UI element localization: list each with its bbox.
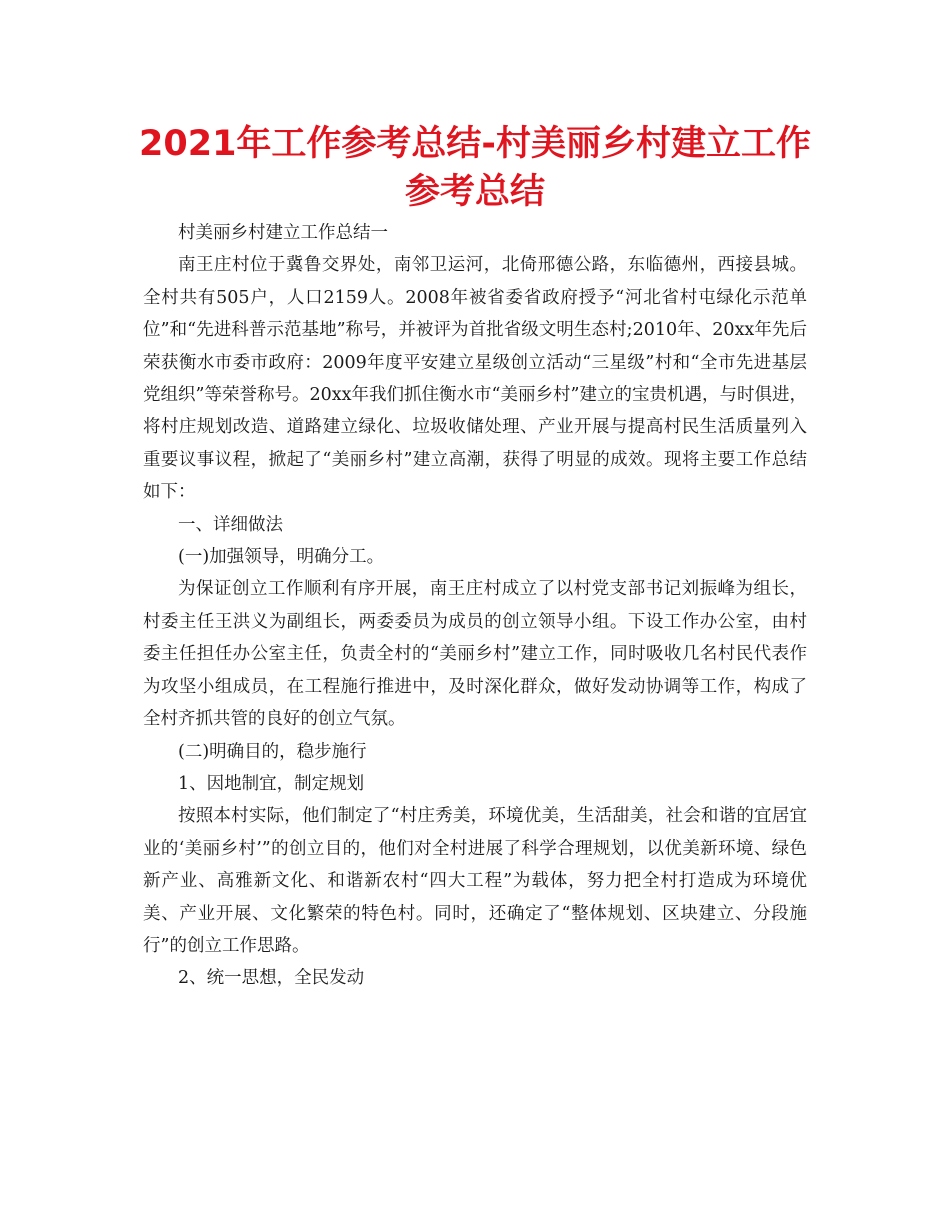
item-heading: 2、统一思想，全民发动 bbox=[178, 968, 365, 989]
subsection-heading: (一)加强领导，明确分工。 bbox=[178, 547, 385, 568]
item-heading: 1、因地制宜，制定规划 bbox=[178, 773, 365, 794]
paragraph: 南王庄村位于冀鲁交界处，南邻卫运河，北倚邢德公路，东临德州，西接县城。全村共有505户，人口2159人。2008年被省委省政府授予“河北省村屯绿化示范单位”和“先进科普示范基地”称号，并被评为首批省级文明生态村;2010年、20xx年先后荣获衡水市委市政府：2009年度平安建立星级创立活动“三星级”村和“全市先进基层党组织”等荣誉称号。20xx年我们抓住衡水市“美丽乡村”建立的宝贵机遇，与时俱进，将村庄规划改造、道路建立绿化、垃圾收储处理、产业开展与提高村民生活质量列入重要议事议程，掀起了“美丽乡村”建立高潮，获得了明显的成效。现将主要工作总结如下： bbox=[143, 255, 807, 503]
subsection-heading: (二)明确目的，稳步施行 bbox=[178, 741, 367, 762]
section-heading: 村美丽乡村建立工作总结一 bbox=[178, 223, 388, 243]
section-heading: 一、详细做法 bbox=[178, 514, 283, 535]
document-body bbox=[143, 217, 807, 995]
document-title: 2021年工作参考总结-村美丽乡村建立工作参考总结 bbox=[139, 124, 811, 212]
paragraph: 按照本村实际，他们制定了“村庄秀美，环境优美，生活甜美，社会和谐的宜居宜业的‘美丽乡村’”的创立目的，他们对全村进展了科学合理规划，以优美新环境、绿色新产业、高雅新文化、和谐新农村“四大工程”为载体，努力把全村打造成为环境优美、产业开展、文化繁荣的特色村。同时，还确定了“整体规划、区块建立、分段施行”的创立工作思路。 bbox=[143, 806, 807, 956]
paragraph: 为保证创立工作顺利有序开展，南王庄村成立了以村党支部书记刘振峰为组长，村委主任王洪义为副组长，两委委员为成员的创立领导小组。下设工作办公室，由村委主任担任办公室主任，负责全村的“美丽乡村”建立工作，同时吸收几名村民代表作为攻坚小组成员，在工程施行推进中，及时深化群众，做好发动协调等工作，构成了全村齐抓共管的良好的创立气氛。 bbox=[143, 579, 807, 730]
